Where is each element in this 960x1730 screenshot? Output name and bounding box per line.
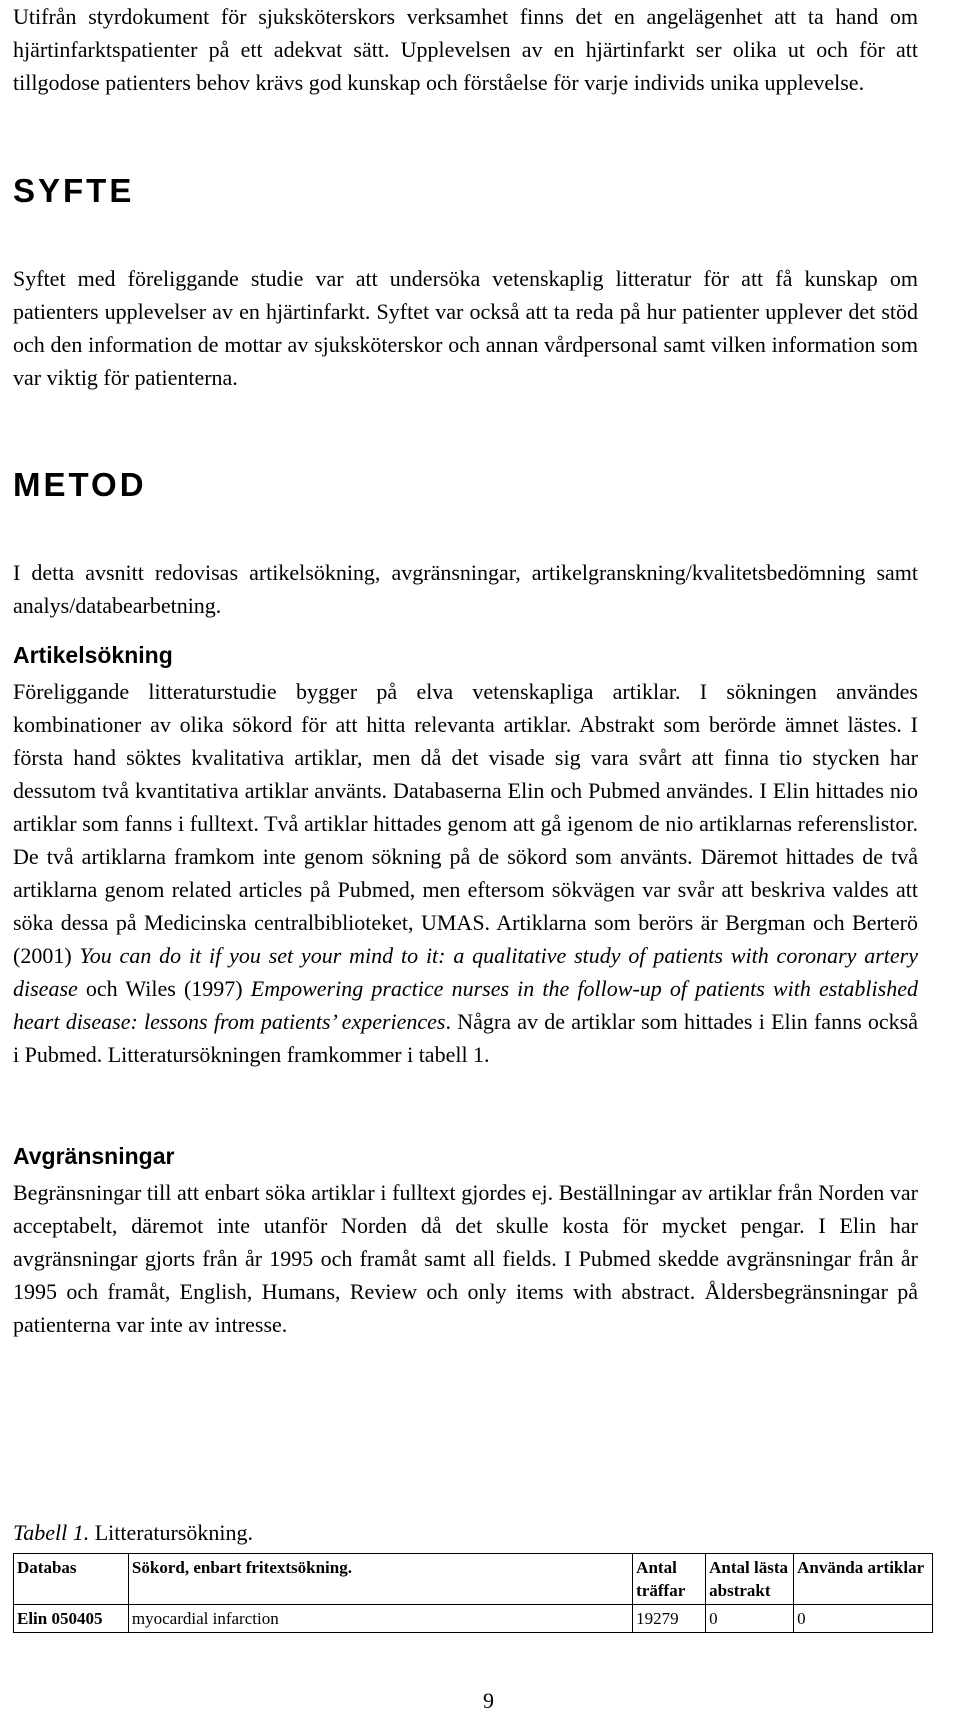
table-row [14,1605,933,1633]
artikelsokning-text-2: och Wiles (1997) [77,976,251,1001]
table-header-cell: Databas [14,1554,129,1605]
syfte-heading: SYFTE [13,172,135,209]
metod-paragraph: I detta avsnitt redovisas artikelsökning, avgränsningar, artikelgranskning/kvalitetsbedömning samt analys/databearbetning. [13,560,918,618]
literature-search-table [13,1553,933,1633]
table-cell: 0 [794,1605,933,1633]
metod-heading: METOD [13,466,147,503]
artikelsokning-paragraph [13,675,918,1071]
table-header-cell: Använda artiklar [794,1554,933,1605]
table-caption [13,1520,253,1546]
artikelsokning-text-3: . Några av de artiklar som hittades i Elin fanns också i Pubmed. Litteratursökningen framkommer i tabell 1. [13,1009,918,1067]
table-cell: Elin 050405 [14,1605,129,1633]
table-header-cell: Sökord, enbart fritextsökning. [128,1554,632,1605]
table-header-row [14,1554,933,1605]
table-header-cell: Antal träffar [633,1554,706,1605]
avgransningar-heading: Avgränsningar [13,1143,175,1169]
artikelsokning-heading: Artikelsökning [13,642,173,668]
table-cell: 19279 [633,1605,706,1633]
table-header-cell: Antal lästa abstrakt [706,1554,794,1605]
syfte-paragraph: Syftet med föreliggande studie var att undersöka vetenskaplig litteratur för att få kunskap om patienters upplevelser av en hjärtinfarkt. Syftet var också att ta reda på hur patienter upplever det stöd och den information de mottar av sjuksköterskor och annan vårdpersonal samt vilken information som var viktig för patienterna. [13,266,918,390]
intro-paragraph: Utifrån styrdokument för sjuksköterskors verksamhet finns det en angelägenhet att ta hand om hjärtinfarktspatienter på ett adekvat sätt. Upplevelsen av en hjärtinfarkt ser olika ut och för att tillgodose patienters behov krävs god kunskap och förståelse för varje individs unika upplevelse. [13,4,918,95]
table-cell: 0 [706,1605,794,1633]
article-title-wiles: Empowering practice nurses in the follow-up of patients with established heart disease: lessons from patients’ experiences [13,976,918,1034]
artikelsokning-text-1: Föreliggande litteraturstudie bygger på elva vetenskapliga artiklar. I sökningen användes kombinationer av olika sökord för att hitta relevanta artiklar. Abstrakt som berörde ämnet lästes. I första hand söktes kvalitativa artiklar, men då det visade sig vara svårt att finna tio stycken har dessutom två kvantitativa artiklar använts. Databaserna Elin och Pubmed användes. I Elin hittades nio artiklar som fanns i fulltext. Två artiklar hittades genom att gå igenom de nio artiklarnas referenslistor. De två artiklarna framkom inte genom sökning på de sökord som använts. Däremot hittades de två artiklarna genom related articles på Pubmed, men eftersom sökvägen var svår att beskriva valdes att söka dessa på Medicinska centralbiblioteket, UMAS. Artiklarna som berörs är Bergman och Berterö (2001) [13,679,918,968]
table-caption-text: Litteratursökning. [89,1520,253,1545]
avgransningar-paragraph: Begränsningar till att enbart söka artiklar i fulltext gjordes ej. Beställningar av artiklar från Norden var acceptabelt, däremot inte utanför Norden då det skulle kosta för mycket pengar. I Elin har avgränsningar gjorts från år 1995 och framåt samt all fields. I Pubmed skedde avgränsningar från år 1995 och framåt, English, Humans, Review och only items with abstract. Åldersbegränsningar på patienterna var inte av intresse. [13,1180,918,1337]
table-cell: myocardial infarction [128,1605,632,1633]
article-title-bergman: You can do it if you set your mind to it: a qualitative study of patients with coronary artery disease [13,943,918,1001]
page-number: 9 [483,1688,494,1713]
table-caption-label: Tabell 1. [13,1520,90,1545]
